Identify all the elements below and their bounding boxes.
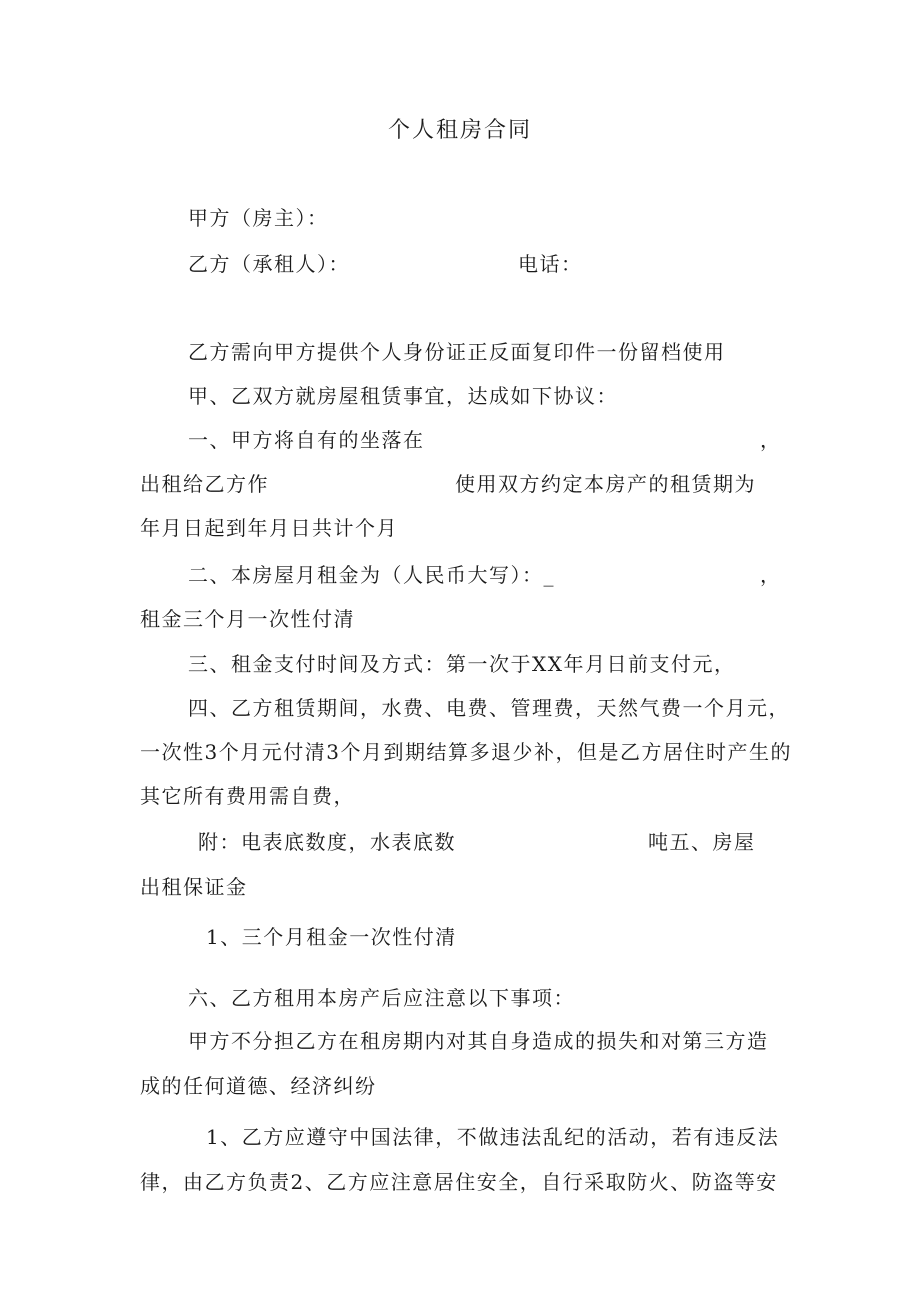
- phone-label: 电话：: [518, 252, 583, 276]
- clause-4-fees: 四、乙方租赁期间，水费、电费、管理费，天然气费一个月元，: [188, 696, 790, 720]
- agreement-intro: 甲、乙双方就房屋租赁事宜，达成如下协议：: [188, 384, 618, 408]
- clause-1-comma: ，: [760, 428, 782, 452]
- clause-1-location: 一、甲方将自有的坐落在: [188, 428, 425, 452]
- clause-6-item-1: 1、乙方应遵守中国法律，不做违法乱纪的活动，若有违反法: [206, 1125, 780, 1149]
- clause-6-liability-cont: 成的任何道德、经济纠纷: [140, 1074, 377, 1098]
- clause-6-heading: 六、乙方租用本房产后应注意以下事项：: [188, 986, 575, 1010]
- clause-4-other-fees: 其它所有费用需自费，: [140, 784, 355, 808]
- clause-1-lease-term: 使用双方约定本房产的租赁期为: [455, 472, 756, 496]
- clause-1-usage: 出租给乙方作: [140, 472, 269, 496]
- clause-5-item-1: 1、三个月租金一次性付清: [206, 925, 457, 949]
- clause-6-liability: 甲方不分担乙方在租房期内对其自身造成的损失和对第三方造: [188, 1029, 769, 1053]
- meter-readings: 附：电表底数度，水表底数: [198, 830, 456, 854]
- clause-4-settlement: 一次性3个月元付清3个月到期结算多退少补，但是乙方居住时产生的: [140, 740, 792, 764]
- clause-6-item-2: 律，由乙方负责2、乙方应注意居住安全，自行采取防火、防盗等安: [140, 1170, 778, 1194]
- id-copy-requirement: 乙方需向甲方提供个人身份证正反面复印件一份留档使用: [188, 340, 726, 364]
- clause-5-deposit: 出租保证金: [140, 875, 248, 899]
- party-b-label: 乙方（承租人）：: [188, 252, 350, 276]
- clause-5-heading: 吨五、房屋: [648, 830, 756, 854]
- clause-2-comma: ，: [760, 563, 782, 587]
- clause-3-payment-time: 三、租金支付时间及方式：第一次于XX年月日前支付元，: [188, 652, 736, 676]
- document-title: 个人租房合同: [387, 118, 532, 143]
- clause-1-dates: 年月日起到年月日共计个月: [140, 516, 398, 540]
- clause-2-rent: 二、本房屋月租金为（人民币大写）：_: [188, 563, 555, 587]
- party-a-label: 甲方（房主）：: [188, 206, 329, 230]
- clause-2-payment: 租金三个月一次性付清: [140, 607, 355, 631]
